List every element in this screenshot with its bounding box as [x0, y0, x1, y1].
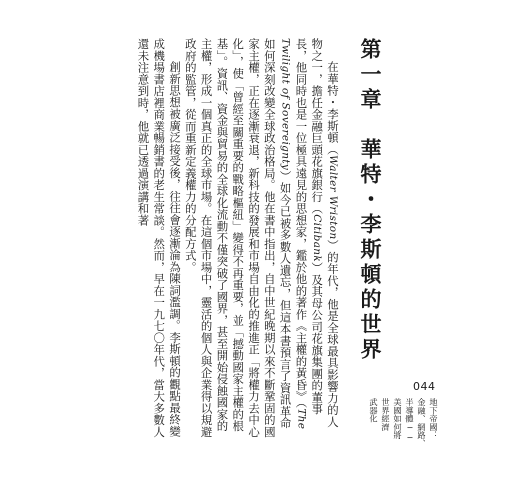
running-head-line: 半導體──: [405, 398, 415, 443]
paragraph-2: 創新思想被廣泛接受後，往往會逐漸淪為陳詞濫調。李斯頓的觀點最終變成機場書店裡商業暢銷書的老生常談。然而，早在一九七〇年代，當大多數人還未注意到時，他就已透過演講和著: [136, 38, 183, 438]
running-head-line: 武器化: [369, 398, 379, 423]
paragraph-1-part-c: ）及其母公司花旗集團的董事長，他同時也是一位極具遠見的思想家，鑑於他的著作《主權的黃昏》（: [294, 38, 325, 415]
english-name-citibank: Citibank: [311, 214, 324, 263]
paragraph-1-part-a: 在華特・李斯頓（: [326, 60, 340, 155]
paragraph-1-part-d: ）如今已被多數人遺忘，但這本書預言了資訊革命如何深刻改變全球政治格局。他在書中指出，自中世紀晚期以來不斷鞏固的國家主權，正在逐漸衰退，新科技的發展和市場自由化的推進正「將權力去中心化」，使「曾經至關重要的戰略樞紐」變得不再重要，並「撼動國家主權的根基」。資訊、資金與貿易的全球化流動不僅突破了國界，甚至開始侵蝕國家的主權，形成一個真正的全球市場。在這個市場中，靈活的個人與企業得以規避政府的監管，從而重新定義權力的分配方式。: [183, 38, 293, 438]
running-head-line: 地下帝國：: [429, 398, 439, 439]
running-head-line: 金融、網路、: [417, 398, 427, 448]
running-head-line: 世界經濟: [381, 398, 391, 431]
running-head: [368, 398, 440, 468]
chapter-title: 第一章 華特・李斯頓的世界: [358, 38, 383, 363]
english-name-walter-wriston: Walter Wriston: [327, 154, 339, 240]
page-number: 044: [413, 380, 436, 393]
body-text: [118, 38, 340, 438]
running-head-line: 美國如何將: [393, 398, 403, 439]
paragraph-1-part-b: ）的年代，他是全球最具影響力的人物之一，擔任金融巨頭花旗銀行（: [310, 38, 340, 428]
paragraph-1: [182, 38, 340, 438]
english-book-title: The Twilight of Sovereignty: [279, 38, 308, 430]
